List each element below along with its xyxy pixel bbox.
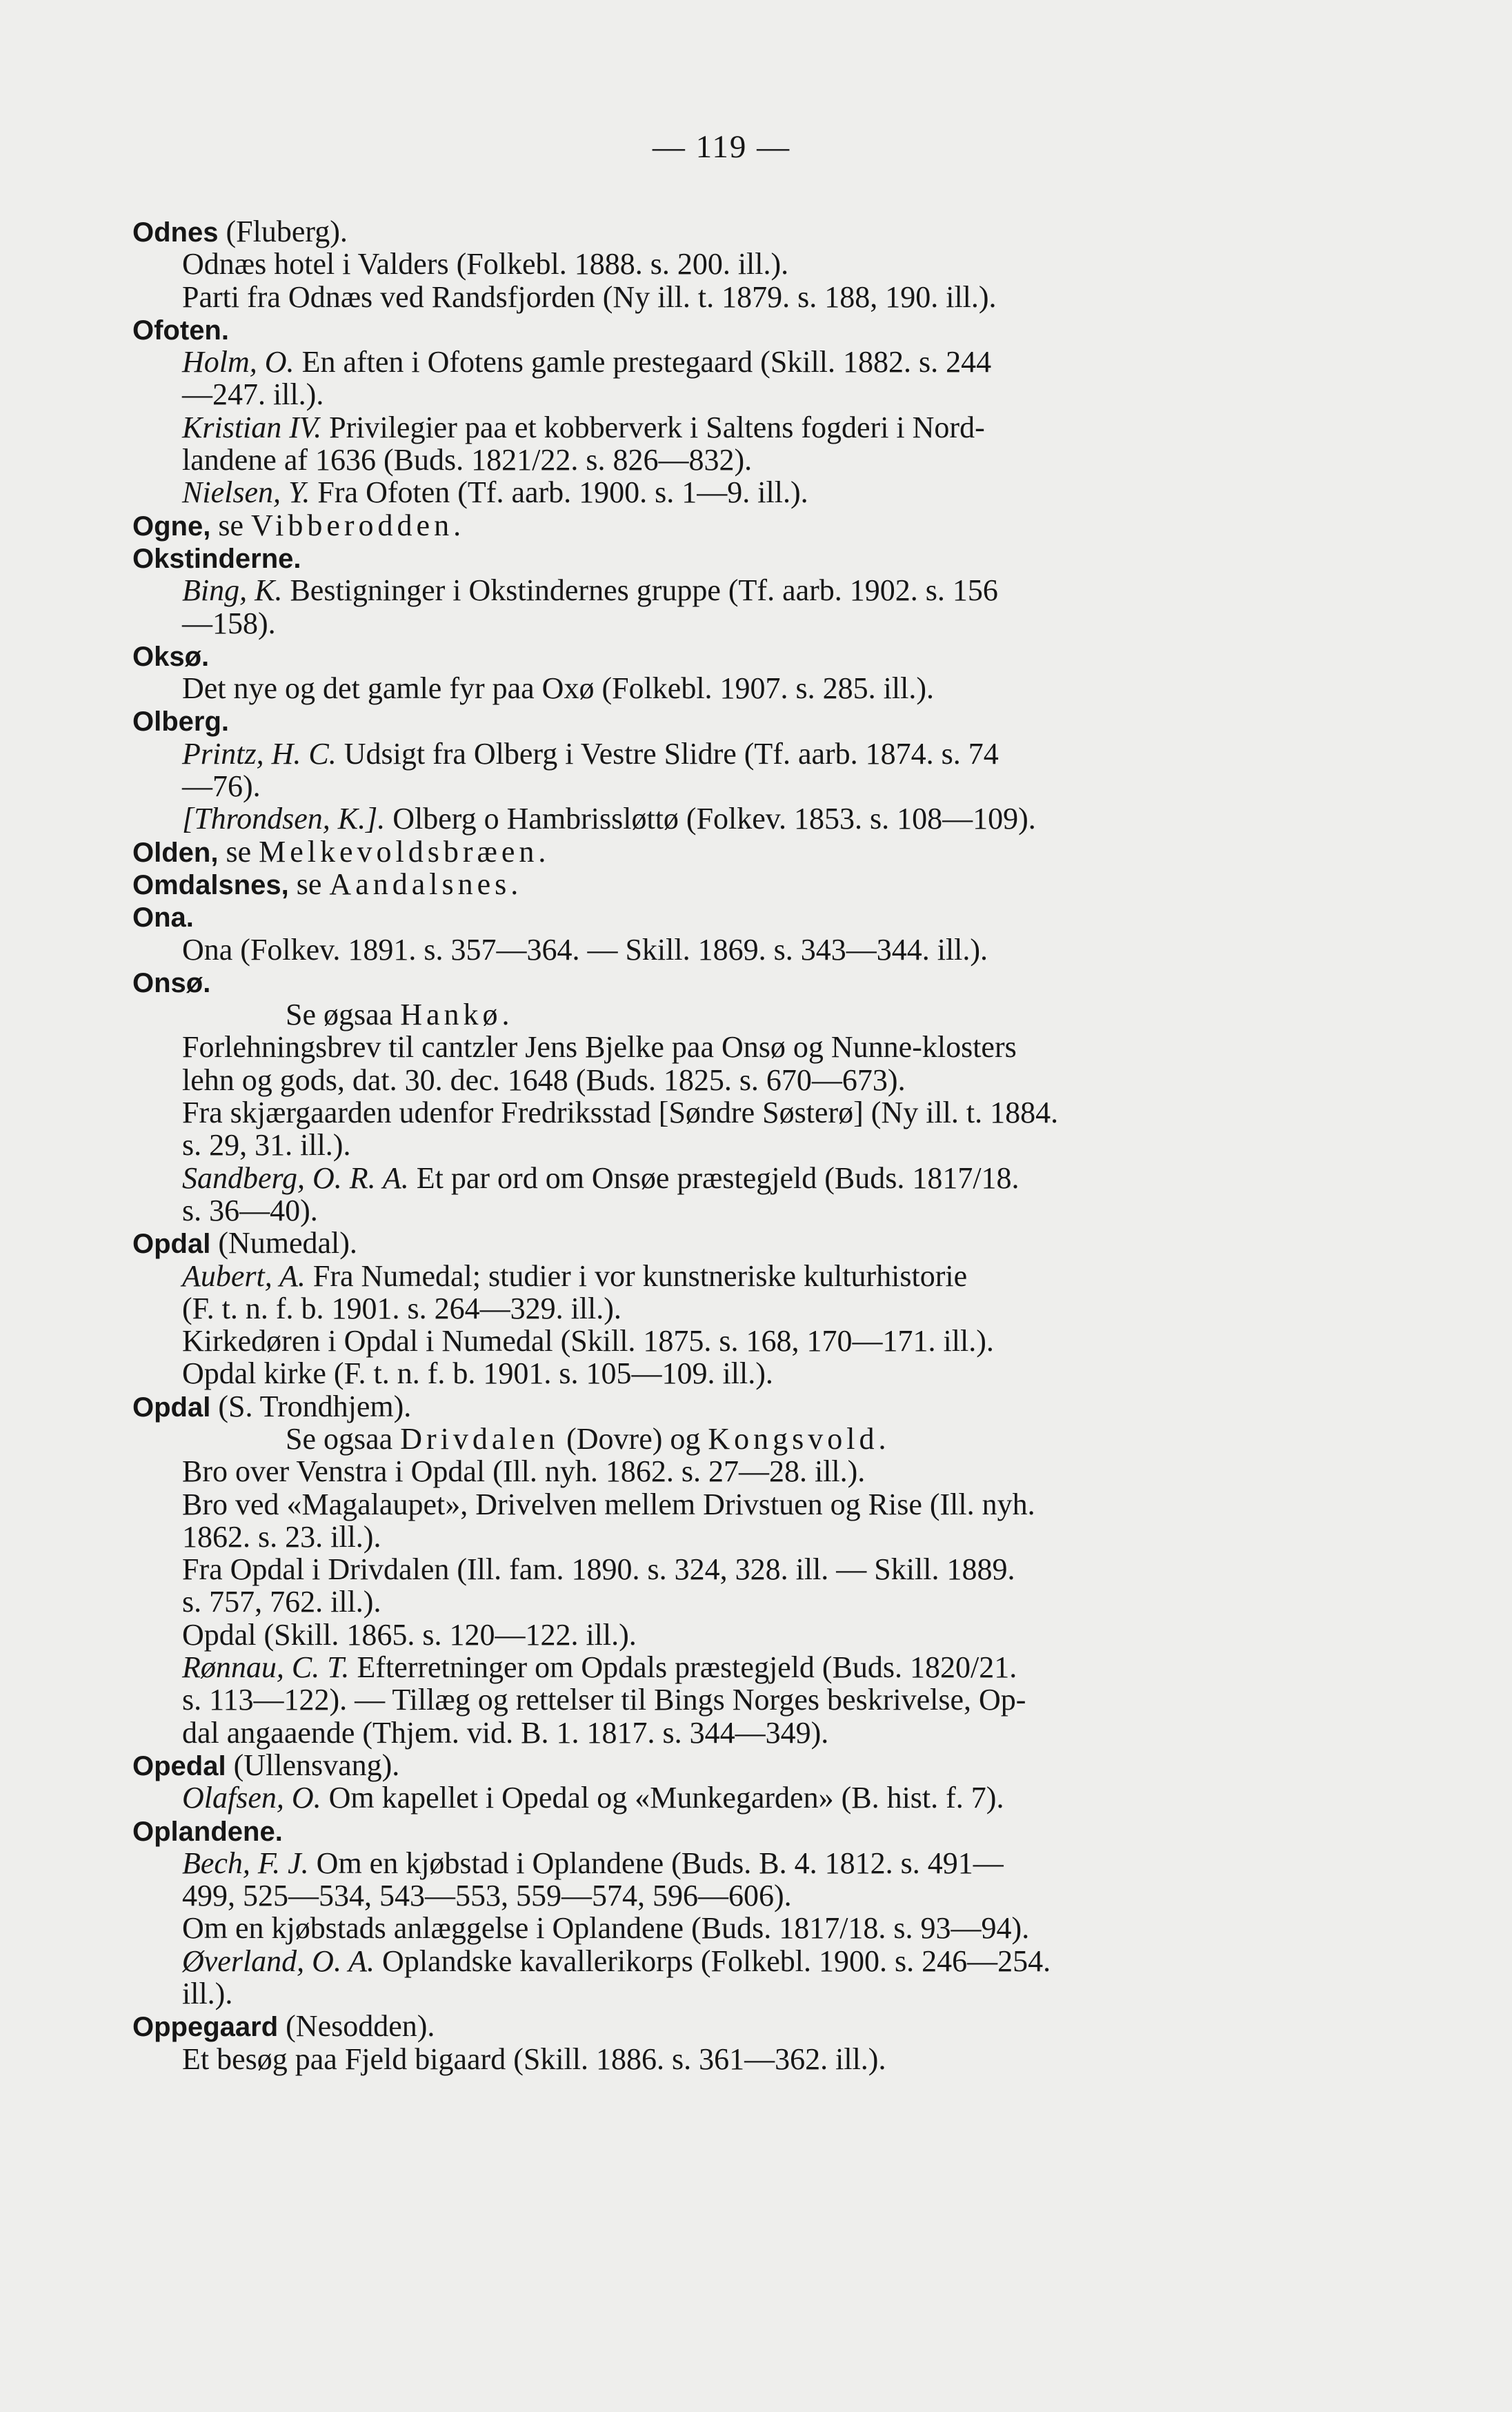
entry-text: Se øgsaa — [286, 998, 401, 1032]
entry-heading-line — [132, 868, 1319, 900]
citation-line — [132, 1553, 1319, 1585]
entry-text: (Dovre) og — [559, 1421, 708, 1456]
headword: Ogne, — [132, 511, 211, 542]
entry-text: Fra Opdal i Drivdalen (Ill. fam. 1890. s. 324, 328. ill. — Skill. 1889. — [182, 1552, 1015, 1587]
citation-line — [132, 1879, 1319, 1912]
citation-line — [132, 1651, 1319, 1683]
entry-text: s. 113—122). — Tillæg og rettelser til Bings Norges beskrivelse, Op- — [182, 1683, 1026, 1717]
entry-heading-line — [132, 215, 1319, 248]
entry-heading-line — [132, 1390, 1319, 1423]
entry-text: Odnæs hotel i Valders (Folkebl. 1888. s. 200. ill.). — [182, 247, 789, 281]
citation-line — [132, 1977, 1319, 2010]
entry-text: s. 757, 762. ill.). — [182, 1585, 381, 1619]
entry-heading-line — [132, 836, 1319, 868]
entry-heading-line — [132, 966, 1319, 998]
citation-line — [132, 1945, 1319, 1977]
entry-text: (Ullensvang). — [226, 1748, 400, 1782]
page-number: — 119 — — [652, 129, 791, 165]
citation-line — [132, 933, 1319, 966]
entry-text: Efterretninger om Opdals præstegjeld (Buds. 1820/21. — [349, 1650, 1017, 1685]
citation-line — [132, 1292, 1319, 1325]
headword: Onsø. — [132, 967, 211, 998]
citation-line — [132, 1847, 1319, 1879]
entry-text: Bestigninger i Okstindernes gruppe (Tf. aarb. 1902. s. 156 — [282, 573, 998, 608]
author-name: Aubert, A. — [182, 1258, 306, 1293]
see-also-line — [132, 1423, 1319, 1455]
entry-text: Fra Numedal; studier i vor kunstneriske kulturhistorie — [305, 1258, 968, 1293]
headword: Olberg. — [132, 706, 230, 738]
entry-heading-line — [132, 900, 1319, 933]
author-name: Sandberg, O. R. A. — [182, 1160, 409, 1195]
entry-text: Ona (Folkev. 1891. s. 357—364. — Skill. 1869. s. 343—344. ill.). — [182, 932, 988, 967]
citation-line — [132, 1717, 1319, 1749]
entry-text: —76). — [182, 769, 261, 804]
entry-heading-line — [132, 2010, 1319, 2042]
entry-text: landene af 1636 (Buds. 1821/22. s. 826—832). — [182, 443, 753, 477]
citation-line — [132, 444, 1319, 476]
cross-reference: Aandalsnes. — [329, 867, 523, 901]
cross-reference: Drivdalen — [400, 1421, 559, 1456]
entry-text: Et par ord om Onsøe præstegjeld (Buds. 1817/18. — [408, 1160, 1019, 1195]
author-name: Olafsen, O. — [182, 1781, 321, 1815]
entry-text: (Nesodden). — [278, 2009, 435, 2044]
entry-text: Oplandske kavallerikorps (Folkebl. 1900. s. 246—254. — [375, 1944, 1051, 1978]
author-name: Bech, F. J. — [182, 1846, 309, 1880]
entry-text: Kirkedøren i Opdal i Numedal (Skill. 1875. s. 168, 170—171. ill.). — [182, 1324, 994, 1358]
citation-line — [132, 248, 1319, 280]
citation-line — [132, 770, 1319, 802]
citation-line — [132, 738, 1319, 770]
entry-text: s. 36—40). — [182, 1193, 318, 1227]
author-name: Holm, O. — [182, 345, 295, 379]
citation-line — [132, 2043, 1319, 2075]
entry-text: dal angaaende (Thjem. vid. B. 1. 1817. s. 344—349). — [182, 1715, 829, 1750]
headword: Okstinderne. — [132, 543, 301, 574]
entry-text: —158). — [182, 606, 276, 640]
citation-line — [132, 1096, 1319, 1129]
author-name: Printz, H. C. — [182, 736, 337, 771]
headword: Oksø. — [132, 641, 210, 672]
entry-text: 1862. s. 23. ill.). — [182, 1519, 381, 1554]
entry-text: (F. t. n. f. b. 1901. s. 264—329. ill.). — [182, 1291, 621, 1325]
citation-line — [132, 1781, 1319, 1814]
author-name: Øverland, O. A. — [182, 1944, 375, 1978]
entry-text: —247. ill.). — [182, 377, 324, 412]
entry-text: Opdal (Skill. 1865. s. 120—122. ill.). — [182, 1617, 637, 1652]
headword: Ofoten. — [132, 315, 229, 346]
citation-line — [132, 1260, 1319, 1292]
author-name: Nielsen, Y. — [182, 475, 310, 510]
entry-text: se — [210, 508, 251, 542]
entry-text: Det nye og det gamle fyr paa Oxø (Folkebl. 1907. s. 285. ill.). — [182, 671, 935, 706]
citation-line — [132, 1683, 1319, 1716]
entry-text: ill.). — [182, 1977, 233, 2011]
entry-text: (Fluberg). — [218, 215, 348, 248]
headword: Opdal — [132, 1229, 211, 1260]
entry-heading-line — [132, 1227, 1319, 1259]
entry-heading-line — [132, 704, 1319, 737]
author-name: Rønnau, C. T. — [182, 1650, 350, 1685]
citation-line — [132, 281, 1319, 313]
author-name: [Throndsen, K.]. — [182, 802, 386, 836]
headword: Olden, — [132, 837, 219, 868]
entry-text: Bro over Venstra i Opdal (Ill. nyh. 1862. s. 27—28. ill.). — [182, 1454, 866, 1489]
index-entries — [132, 215, 1319, 2075]
entry-heading-line — [132, 1749, 1319, 1781]
entry-text: Forlehningsbrev til cantzler Jens Bjelke paa Onsø og Nunne-klosters — [182, 1030, 1017, 1065]
citation-line — [132, 1031, 1319, 1063]
author-name: Kristian IV. — [182, 410, 322, 444]
entry-heading-line — [132, 1815, 1319, 1847]
entry-text: s. 29, 31. ill.). — [182, 1128, 351, 1163]
entry-heading-line — [132, 509, 1319, 542]
entry-text: En aften i Ofotens gamle prestegaard (Skill. 1882. s. 244 — [294, 345, 992, 379]
citation-line — [132, 476, 1319, 508]
citation-line — [132, 1162, 1319, 1194]
citation-line — [132, 574, 1319, 606]
entry-text: Om kapellet i Opedal og «Munkegarden» (B. hist. f. 7). — [321, 1781, 1004, 1815]
entry-text: (S. Trondhjem). — [210, 1389, 412, 1423]
citation-line — [132, 1129, 1319, 1161]
citation-line — [132, 1488, 1319, 1521]
citation-line — [132, 378, 1319, 411]
headword: Oppegaard — [132, 2012, 279, 2043]
citation-line — [132, 1585, 1319, 1618]
cross-reference: Hankø. — [400, 998, 514, 1032]
cross-reference: Vibberodden. — [251, 508, 466, 542]
entry-text: se — [288, 867, 330, 901]
citation-line — [132, 411, 1319, 444]
entry-text: Om en kjøbstad i Oplandene (Buds. B. 4. 1812. s. 491— — [308, 1846, 1004, 1880]
entry-text: Fra skjærgaarden udenfor Fredriksstad [Søndre Søsterø] (Ny ill. t. 1884. — [182, 1096, 1059, 1130]
entry-heading-line — [132, 542, 1319, 574]
entry-text: Bro ved «Magalaupet», Drivelven mellem Drivstuen og Rise (Ill. nyh. — [182, 1487, 1035, 1521]
headword: Oplandene. — [132, 1816, 283, 1847]
entry-text: Et besøg paa Fjeld bigaard (Skill. 1886. s. 361—362. ill.). — [182, 2042, 886, 2076]
citation-line — [132, 1357, 1319, 1390]
citation-line — [132, 1912, 1319, 1944]
entry-text: 499, 525—534, 543—553, 559—574, 596—606). — [182, 1879, 792, 1913]
headword: Ona. — [132, 902, 194, 933]
entry-text: Udsigt fra Olberg i Vestre Slidre (Tf. aarb. 1874. s. 74 — [336, 736, 999, 771]
entry-heading-line — [132, 313, 1319, 346]
entry-text: se — [218, 834, 259, 869]
headword: Odnes — [132, 217, 219, 248]
citation-line — [132, 346, 1319, 378]
headword: Omdalsnes, — [132, 869, 289, 900]
citation-line — [132, 672, 1319, 704]
entry-text: Se ogsaa — [286, 1421, 401, 1456]
cross-reference: Kongsvold. — [708, 1421, 891, 1456]
entry-text: lehn og gods, dat. 30. dec. 1648 (Buds. 1825. s. 670—673). — [182, 1062, 906, 1097]
entry-text: Olberg o Hambrissløttø (Folkev. 1853. s. 108—109). — [385, 802, 1036, 836]
citation-line — [132, 1194, 1319, 1227]
entry-text: Om en kjøbstads anlæggelse i Oplandene (Buds. 1817/18. s. 93—94). — [182, 1911, 1030, 1946]
entry-text: Parti fra Odnæs ved Randsfjorden (Ny ill. t. 1879. s. 188, 190. ill.). — [182, 279, 997, 314]
citation-line — [132, 802, 1319, 835]
cross-reference: Melkevoldsbræen. — [259, 834, 550, 869]
entry-text: Opdal kirke (F. t. n. f. b. 1901. s. 105—109. ill.). — [182, 1356, 773, 1391]
author-name: Bing, K. — [182, 573, 283, 608]
citation-line — [132, 1455, 1319, 1487]
citation-line — [132, 607, 1319, 640]
entry-heading-line — [132, 640, 1319, 672]
citation-line — [132, 1521, 1319, 1553]
headword: Opdal — [132, 1392, 211, 1423]
citation-line — [132, 1619, 1319, 1651]
citation-line — [132, 1064, 1319, 1096]
entry-text: (Numedal). — [210, 1226, 357, 1261]
citation-line — [132, 1325, 1319, 1357]
entry-text: Fra Ofoten (Tf. aarb. 1900. s. 1—9. ill.). — [310, 475, 808, 510]
see-also-line — [132, 998, 1319, 1031]
entry-text: Privilegier paa et kobberverk i Saltens fogderi i Nord- — [321, 410, 985, 444]
headword: Opedal — [132, 1750, 226, 1781]
